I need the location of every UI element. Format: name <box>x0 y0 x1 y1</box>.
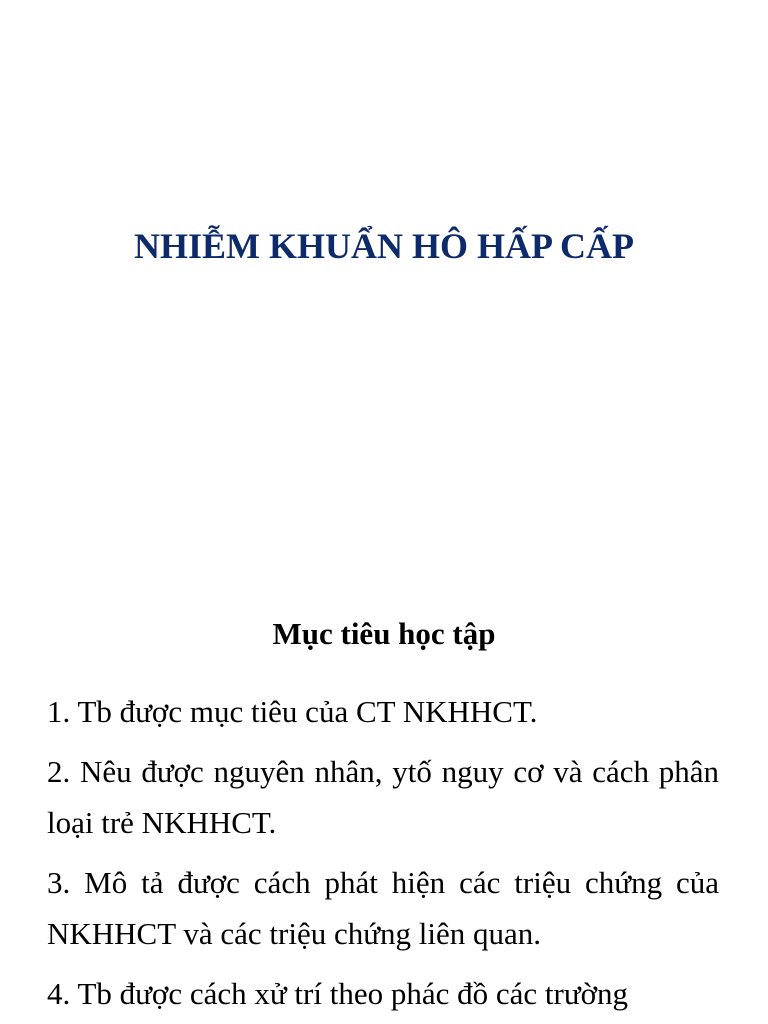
learning-objectives-list <box>47 686 719 1024</box>
objective-item-1: 1. Tb được mục tiêu của CT NKHHCT. <box>47 694 538 729</box>
document-title: NHIỄM KHUẨN HÔ HẤP CẤP <box>134 226 634 266</box>
objective-item-4: 4. Tb được cách xử trí theo phác đồ các trường <box>47 976 629 1011</box>
objective-item-3: 3. Mô tả được cách phát hiện các triệu chứng của NKHHCT và các triệu chứng liên quan. <box>47 865 719 951</box>
objective-item-2: 2. Nêu được nguyên nhân, ytố nguy cơ và cách phân loại trẻ NKHHCT. <box>47 754 719 840</box>
learning-objectives-heading: Mục tiêu học tập <box>272 616 496 651</box>
